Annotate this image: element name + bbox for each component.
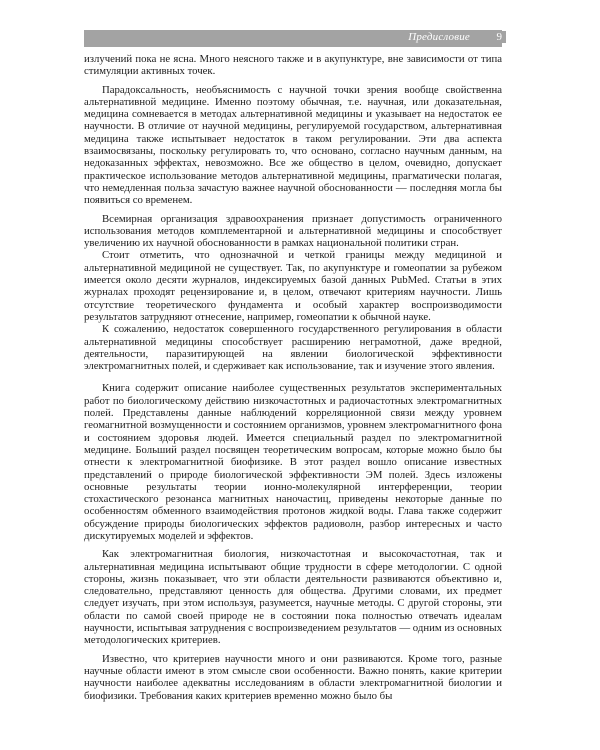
paragraph-1: излучений пока не ясна. Много неясного также и в акупунктуре, вне зависимости от типа стимуляции активных точек. bbox=[84, 53, 502, 78]
paragraph-3: Всемирная организация здравоохранения признает допустимость ограниченного использования методов комплементарной и альтернативной медицины и способствует увеличению их научной обоснованности в рамках национальной политики стран. bbox=[84, 212, 502, 250]
paragraph-7: Как электромагнитная биология, низкочастотная и высокочастотная, так и альтернативная медицина испытывают общие трудности в сфере методологии. С одной стороны, жизнь показывает, что эти области деятельности развиваются объективно и, следовательно, представляют ценность для общества. Другими словами, их предмет следует изучать, при этом используя, разумеется, научные методы. С другой стороны, эти области по самой своей природе не в состоянии пока полностью отвечать идеалам научности, испытывая затруднения с воспроизведением результатов — одним из основных методологических критериев. bbox=[84, 548, 502, 647]
chapter-title: Предисловие bbox=[408, 31, 470, 43]
paragraph-2: Парадоксальность, необъяснимость с научной точки зрения вообще свойственна альтернативной медицине. Именно поэтому обычная, т.е. научная, или доказательная, медицина сомневается в методах альтернативной медицины и указывает на недостаток ее научности. В отличие от научной медицины, регулируемой государством, альтернативная медицина также испытывает недостаток в таком регулировании. Эти два аспекта взаимосвязаны, поскольку регулировать то, что основано, согласно научным данным, на недоказанных эффектах, невозможно. Все же общество в целом, очевидно, допускает практическое использование методов альтернативной медицины, прагматически полагая, что немедленная польза зачастую важнее научной обоснованности — последняя могла бы появиться со временем. bbox=[84, 83, 502, 207]
page-number: 9 bbox=[493, 31, 507, 43]
paragraph-6: Книга содержит описание наиболее существенных результатов экспериментальных работ по биологическому действию низкочастотных и радиочастотных электромагнитных полей. Представлены данные наблюдений корреляционной связи между уровнем геомагнитной возмущенности и состоянием организмов, уровнем электромагнитного фона и состоянием здоровья людей. Имеется специальный раздел по электромагнитной медицине. Больший раздел посвящен теоретическим вопросам, которые можно было бы отнести к электромагнитной биофизике. В этот раздел вошло описание известных представлений о природе биологической эффективности ЭМ полей. Здесь изложены основные результаты теории ионно-молекулярной интерференции, теории стохастического резонанса магнитных наночастиц, приведены некоторые данные по особенностям обменного взаимодействия протонов жидкой воды. Глава также содержит обсуждение природы биологических эффектов радиоволн, разбор интересных и часто дискутируемых моделей и эффектов. bbox=[84, 382, 502, 542]
paragraph-5: К сожалению, недостаток совершенного государственного регулирования в области альтернативной медицины способствует расширению неграмотной, даже вредной, деятельности, паразитирующей на явлении биологической эффективности электромагнитных полей, и сдерживает как использование, так и изучение этого явления. bbox=[84, 323, 502, 373]
paragraph-4: Стоит отметить, что однозначной и четкой границы между медициной и альтернативной медициной не существует. Так, по акупунктуре и гомеопатии за рубежом имеется около десяти журналов, индексируемых базой данных PubMed. Статьи в этих журналах проходят рецензирование и, в целом, отвечают критериям научности. Лишь отсутствие теоретического фундамента и особый характер воспроизводимости результатов затрудняют отнесение, например, гомеопатии к обычной науке. bbox=[84, 249, 502, 323]
running-header bbox=[84, 30, 502, 47]
paragraph-8: Известно, что критериев научности много и они развиваются. Кроме того, разные научные области имеют в этом смысле свои особенности. Важно понять, какие критерии научности наиболее адекватны исследованиям в области электромагнитной биологии и биофизики. Требования каких критериев временно можно было бы bbox=[84, 652, 502, 702]
book-page bbox=[84, 30, 502, 702]
body-text bbox=[84, 53, 502, 702]
